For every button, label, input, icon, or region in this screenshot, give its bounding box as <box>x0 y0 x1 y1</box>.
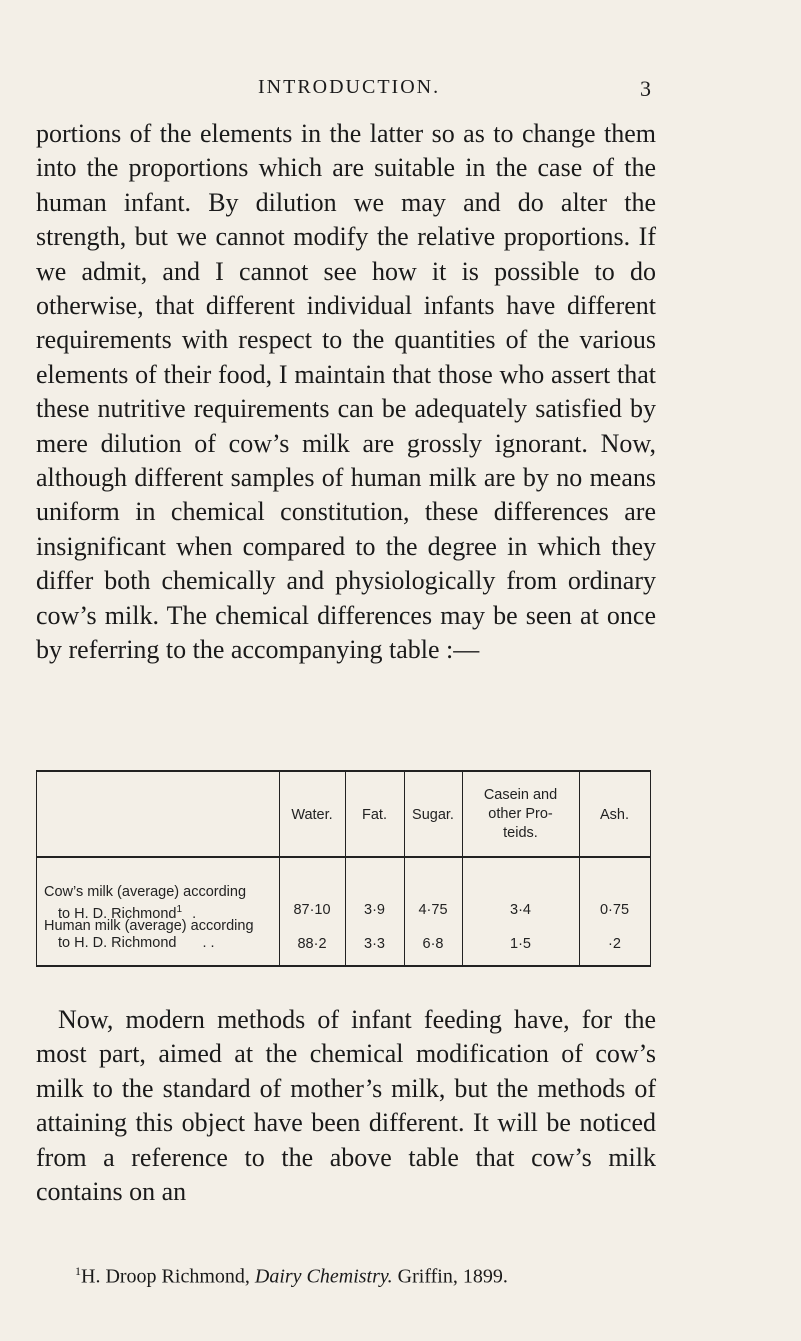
header-fat: Fat. <box>362 807 387 823</box>
paragraph-2 <box>36 1003 656 1209</box>
header-sugar: Sugar. <box>412 807 454 823</box>
human-sugar-value: 6·8 <box>422 936 444 952</box>
header-casein <box>462 786 579 843</box>
header-casein-line-1: Casein and <box>483 787 558 803</box>
table-top-rule <box>36 770 651 772</box>
page-number: 3 <box>640 76 651 101</box>
row-label-human-line-2: to H. D. Richmond <box>58 935 177 951</box>
table-bottom-rule <box>36 965 651 967</box>
cows-casein-value: 3·4 <box>510 902 531 918</box>
row-label-human-line-2-wrap <box>44 935 272 952</box>
footnote-publisher: Griffin, 1899. <box>397 1265 508 1288</box>
header-casein-line-3: teids. <box>503 825 538 841</box>
cows-sugar-value: 4·75 <box>418 902 448 918</box>
composition-table <box>36 770 651 967</box>
paragraph-1: portions of the elements in the latter so as to change them into the proportions which are suitable in the case of the human infant. By dilution we may and do alter the strength, but we cannot modify the relative proportions. If we admit, and I cannot see how it is possible to do otherwise, that different individual infants have different requirements with respect to the quantities of the various elements of their food, I maintain that those who assert that these nutritive requirements can be adequately satisfied by mere dilution of cow’s milk are grossly ignorant. Now, although different samples of human milk are by no means uniform in chemical constitution, these differences are insignificant when compared to the degree in which they differ both chemically and physiologically from ordinary cow’s milk. The chemical differences may be seen at once by referring to the accompanying table :— <box>36 119 656 665</box>
footnote-book-title: Dairy Chemistry. <box>254 1265 393 1288</box>
row-label-cows-line-1: Cow’s milk (average) according <box>44 884 247 900</box>
footnote-mark: 1 <box>75 1264 81 1278</box>
cows-fat-value: 3·9 <box>364 902 385 918</box>
row-label-human-leader: . . <box>202 935 215 951</box>
row-label-human-milk <box>44 918 272 952</box>
footnote-author: H. Droop Richmond, <box>81 1265 250 1288</box>
row-label-cows-line-2: to H. D. Richmond <box>58 905 177 922</box>
header-casein-line-2: other Pro- <box>488 806 553 822</box>
footnote-ref-1[interactable]: 1 <box>176 904 183 915</box>
table-left-rule <box>36 770 37 967</box>
running-head <box>0 76 801 106</box>
cows-water-value: 87·10 <box>293 902 331 918</box>
running-head-title: INTRODUCTION. <box>258 76 441 98</box>
cows-ash-value: 0·75 <box>599 902 630 918</box>
table-right-rule <box>650 770 651 967</box>
table-header-rule <box>36 856 651 858</box>
header-water: Water. <box>291 807 333 823</box>
human-water-value: 88·2 <box>297 936 327 952</box>
paragraph-2-text: Now, modern methods of infant feeding have, for the most part, aimed at the chemical modification of cow’s milk to the standard of mother’s milk, but the methods of attaining this object have been different. It will be noticed from a reference to the above table that cow’s milk contains on an <box>36 1005 656 1207</box>
human-ash-value: ·2 <box>608 936 621 952</box>
human-fat-value: 3·3 <box>364 936 385 952</box>
human-casein-value: 1·5 <box>510 936 531 952</box>
row-label-human-line-1: Human milk (average) according <box>44 918 254 934</box>
row-label-cows-milk <box>44 884 272 923</box>
row-label-cows-leader: . <box>192 905 197 922</box>
header-ash: Ash. <box>599 807 629 823</box>
footnote <box>75 1264 508 1289</box>
